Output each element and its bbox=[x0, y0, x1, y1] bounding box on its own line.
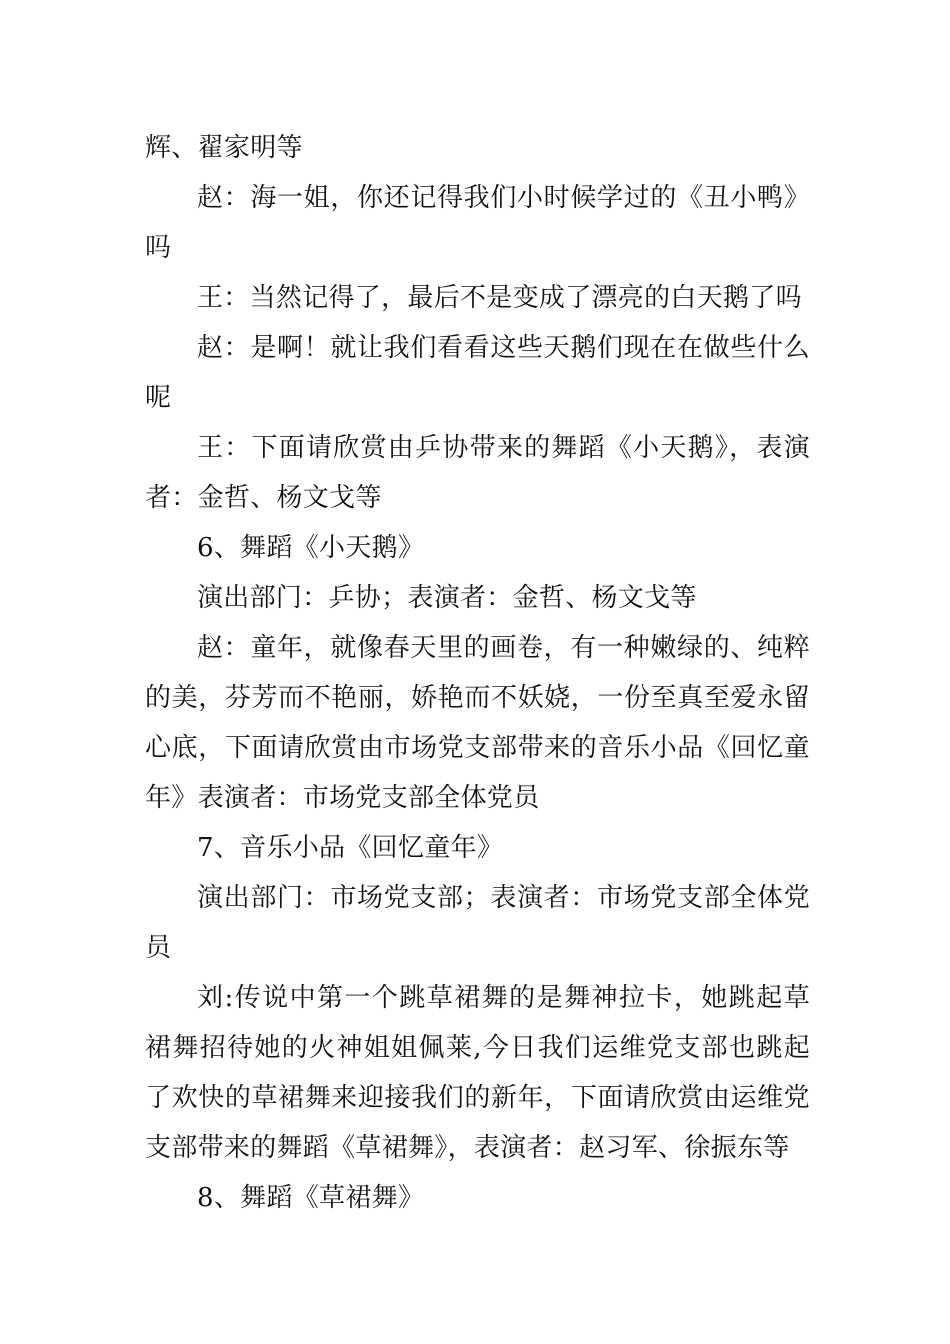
dialogue-zhao-3: 赵：童年，就像春天里的画卷，有一种嫩绿的、纯粹的美，芬芳而不艳丽，娇艳而不妖娆，一份至真至爱永留心底，下面请欣赏由市场党支部带来的音乐小品《回忆童年》表演者：市场党支部全体党员 bbox=[145, 633, 810, 813]
program-6-performers: 演出部门：乒协；表演者：金哲、杨文戈等 bbox=[197, 583, 697, 613]
dialogue-liu-1: 刘:传说中第一个跳草裙舞的是舞神拉卡，她跳起草裙舞招待她的火神姐姐佩莱,今日我们运维党支部也跳起了欢快的草裙舞来迎接我们的新年，下面请欣赏由运维党支部带来的舞蹈《草裙舞》，表演者：赵习军、徐振东等 bbox=[145, 983, 810, 1163]
paragraph-continuation: 辉、翟家明等 bbox=[145, 133, 303, 163]
document-body bbox=[145, 123, 810, 1223]
dialogue-wang-2: 王：下面请欣赏由乒协带来的舞蹈《小天鹅》，表演者：金哲、杨文戈等 bbox=[145, 433, 810, 513]
dialogue-zhao-1: 赵：海一姐，你还记得我们小时候学过的《丑小鸭》吗 bbox=[145, 183, 810, 263]
program-item-6: 6、舞蹈《小天鹅》 bbox=[197, 533, 425, 563]
program-item-7: 7、音乐小品《回忆童年》 bbox=[197, 833, 504, 863]
dialogue-zhao-2: 赵：是啊！就让我们看看这些天鹅们现在在做些什么呢 bbox=[145, 333, 810, 413]
program-7-performers: 演出部门：市场党支部；表演者：市场党支部全体党员 bbox=[145, 883, 810, 963]
dialogue-wang-1: 王：当然记得了，最后不是变成了漂亮的白天鹅了吗 bbox=[197, 283, 802, 313]
program-item-8: 8、舞蹈《草裙舞》 bbox=[197, 1183, 425, 1213]
